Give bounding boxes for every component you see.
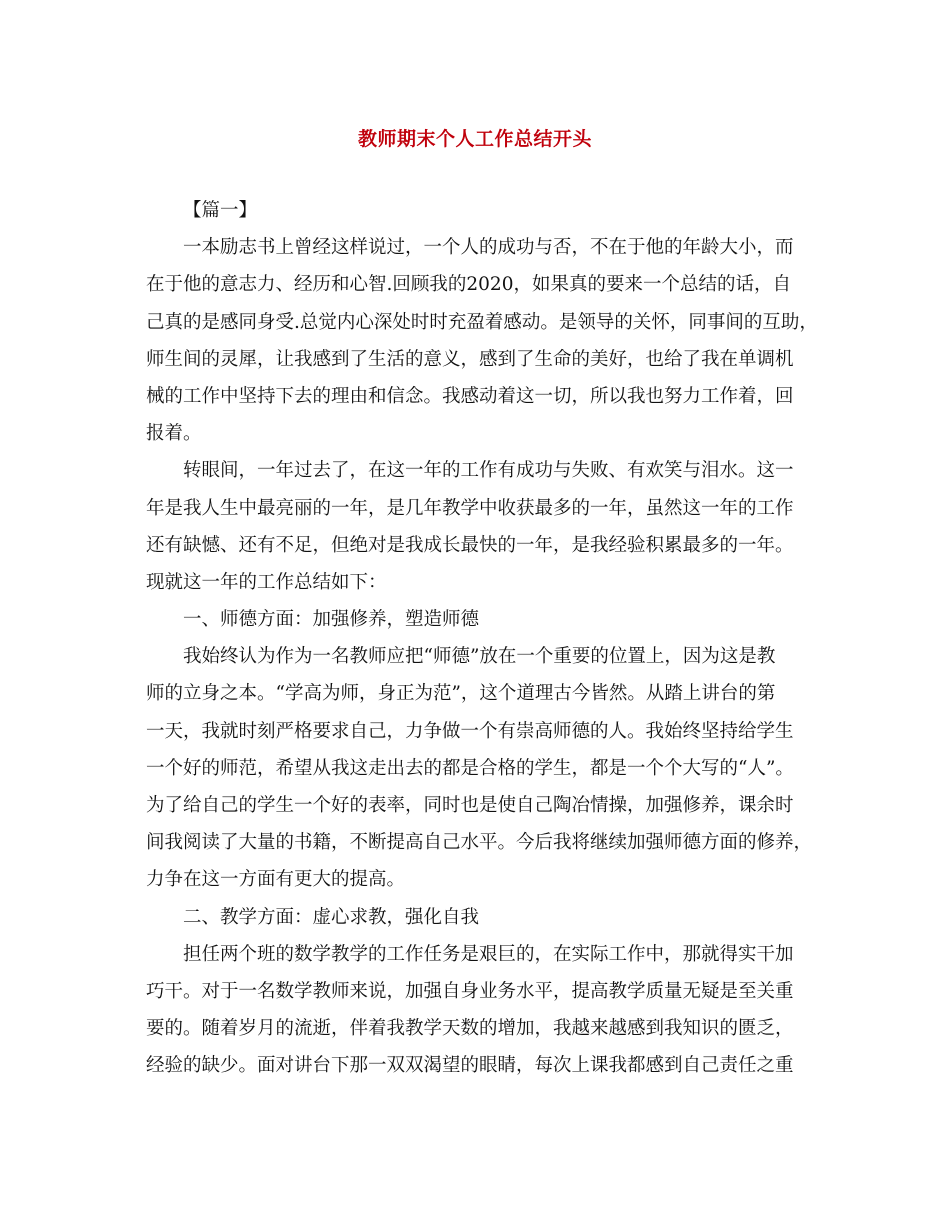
text-line: 为了给自己的学生一个好的表率，同时也是使自己陶冶情操，加强修养，课余时 (146, 795, 794, 816)
text-line: 巧干。对于一名数学教师来说，加强自身业务水平，提高教学质量无疑是至关重 (146, 980, 794, 1002)
text-line: 力争在这一方面有更大的提高。 (146, 869, 406, 891)
text-line: 师生间的灵犀，让我感到了生活的意义，感到了生命的美好，也给了我在单调机 (146, 348, 794, 370)
text-line: 一个好的师范，希望从我这走出去的都是合格的学生，都是一个个大写的“人”。 (146, 757, 794, 779)
document-body (146, 192, 836, 1085)
text-line: 我始终认为作为一名教师应把“师德”放在一个重要的位置上，因为这是教 (183, 646, 776, 668)
text-line: 报着。 (146, 423, 202, 445)
text-line: 师的立身之本。“学高为师，身正为范”，这个道理古今皆然。从踏上讲台的第 (146, 683, 776, 705)
text-line: 一、师德方面：加强修养，塑造师德 (183, 609, 480, 631)
text-line: 一天，我就时刻严格要求自己，力争做一个有崇高师德的人。我始终坚持给学生 (146, 720, 794, 742)
text-line: 担任两个班的数学教学的工作任务是艰巨的，在实际工作中，那就得实干加 (183, 943, 794, 965)
text-line: 己真的是感同身受.总觉内心深处时时充盈着感动。是领导的关怀，同事间的互助， (146, 311, 818, 333)
text-line: 械的工作中坚持下去的理由和信念。我感动着这一切，所以我也努力工作着，回 (146, 385, 794, 407)
text-line: 间我阅读了大量的书籍，不断提高自己水平。今后我将继续加强师德方面的修养， (146, 832, 813, 854)
text-line: 在于他的意志力、经历和心智.回顾我的2020，如果真的要来一个总结的话，自 (146, 274, 791, 296)
document-title: 教师期末个人工作总结开头 (357, 128, 592, 150)
text-line: 现就这一年的工作总结如下： (146, 571, 387, 593)
text-line: 要的。随着岁月的流逝，伴着我教学天数的增加，我越来越感到我知识的匮乏， (146, 1018, 794, 1040)
text-line: 转眼间，一年过去了，在这一年的工作有成功与失败、有欢笑与泪水。这一 (183, 460, 794, 482)
text-line: 经验的缺少。面对讲台下那一双双渴望的眼睛，每次上课我都感到自己责任之重 (146, 1055, 794, 1077)
text-line: 【篇一】 (183, 200, 258, 221)
text-line: 一本励志书上曾经这样说过，一个人的成功与否，不在于他的年龄大小，而 (183, 237, 794, 259)
text-line: 还有缺憾、还有不足，但绝对是我成长最快的一年，是我经验积累最多的一年。 (146, 534, 794, 556)
text-line: 年是我人生中最亮丽的一年，是几年教学中收获最多的一年，虽然这一年的工作 (146, 497, 794, 519)
text-line: 二、教学方面：虚心求教，强化自我 (183, 906, 480, 928)
